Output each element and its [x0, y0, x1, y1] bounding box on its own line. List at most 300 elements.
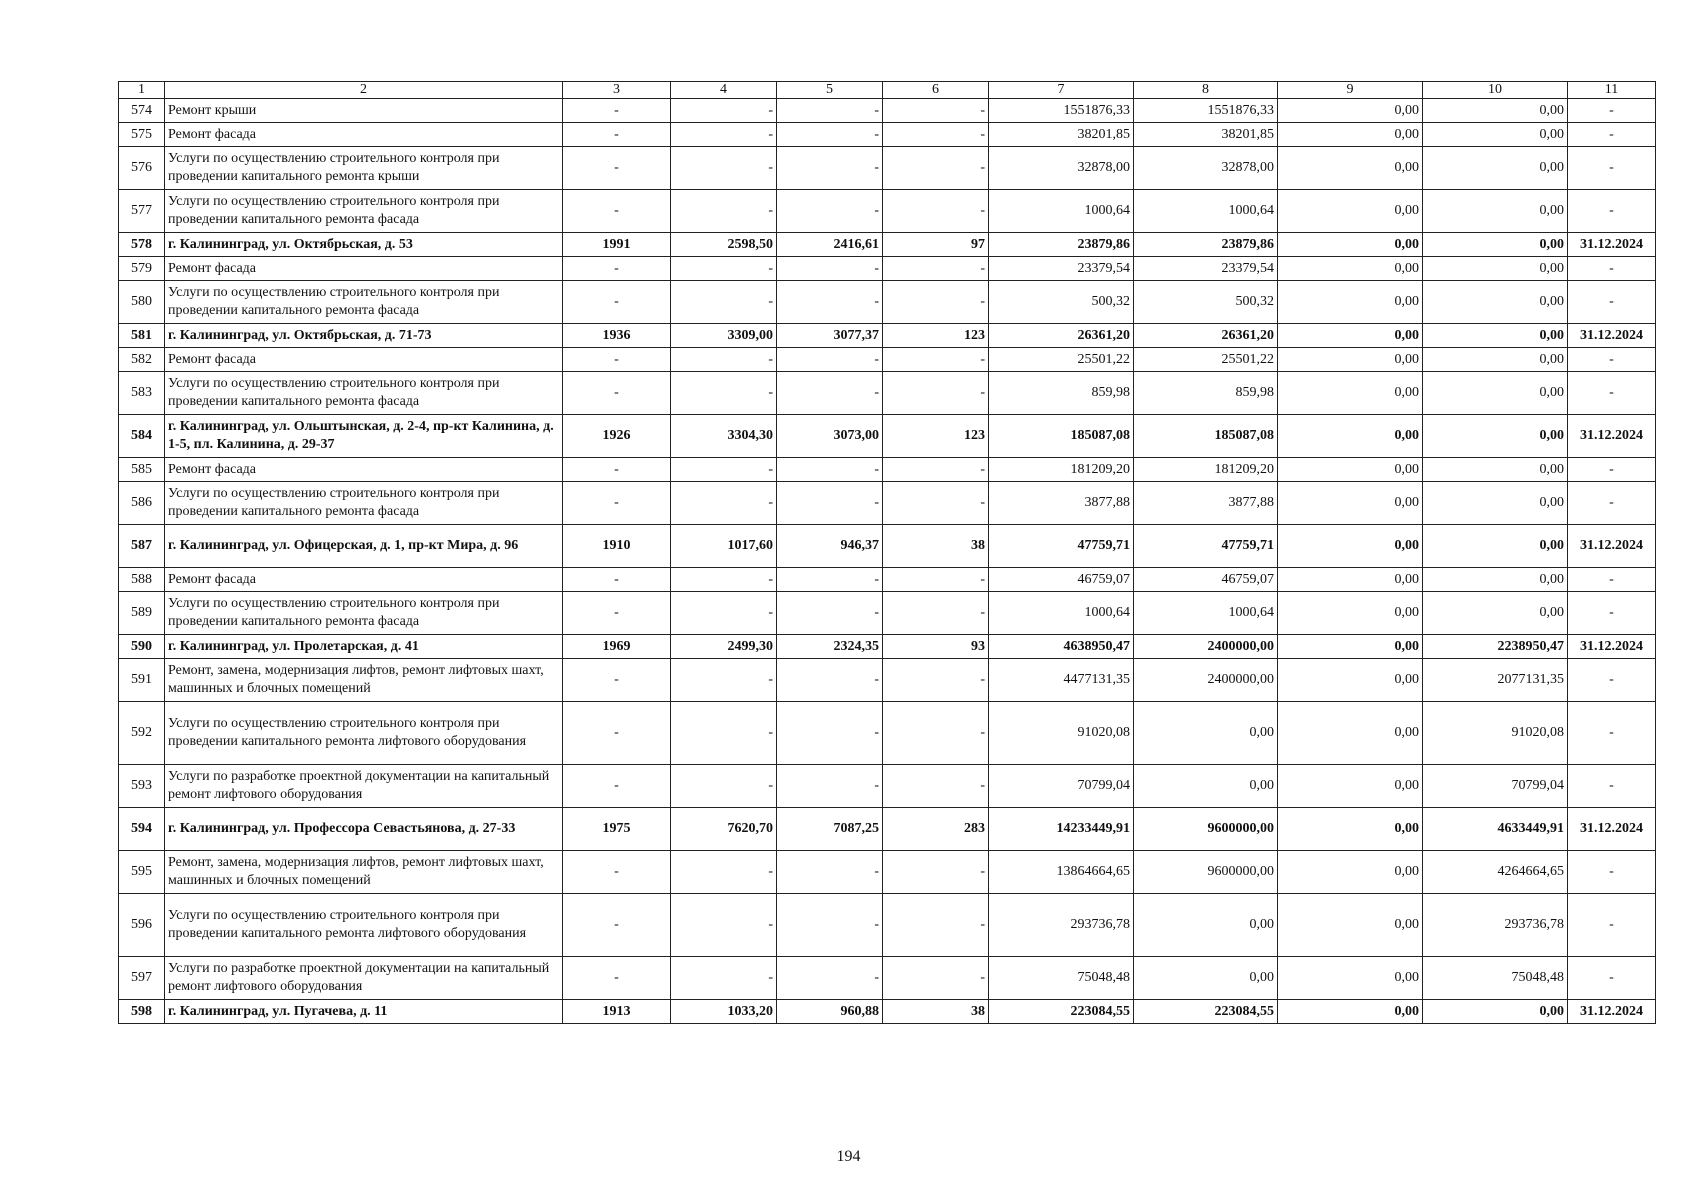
cell-residents: -	[883, 482, 989, 525]
cell-year: -	[563, 281, 671, 324]
cell-area-total: -	[671, 348, 777, 372]
cell-area-living: 3077,37	[777, 324, 883, 348]
column-header: 4	[671, 82, 777, 99]
cell-cost-col10: 0,00	[1423, 458, 1568, 482]
cell-deadline: -	[1568, 458, 1656, 482]
cell-deadline: -	[1568, 659, 1656, 702]
cell-area-living: -	[777, 458, 883, 482]
column-header: 11	[1568, 82, 1656, 99]
cell-residents: 93	[883, 635, 989, 659]
address-name: г. Калининград, ул. Октябрьская, д. 71-73	[165, 324, 563, 348]
cell-residents: -	[883, 765, 989, 808]
column-header: 3	[563, 82, 671, 99]
cell-area-total: -	[671, 659, 777, 702]
cell-cost-col9: 0,00	[1278, 568, 1423, 592]
row-number: 591	[119, 659, 165, 702]
cell-area-living: -	[777, 257, 883, 281]
row-number: 588	[119, 568, 165, 592]
cell-residents: 123	[883, 324, 989, 348]
cell-cost-total: 14233449,91	[989, 808, 1134, 851]
work-name: Услуги по осуществлению строительного контроля при проведении капитального ремонта фасада	[165, 372, 563, 415]
table-row	[119, 99, 1656, 123]
table-row	[119, 281, 1656, 324]
cell-deadline: -	[1568, 957, 1656, 1000]
cell-cost-col10: 0,00	[1423, 372, 1568, 415]
cell-deadline: -	[1568, 281, 1656, 324]
table-row	[119, 190, 1656, 233]
work-name: Ремонт фасада	[165, 123, 563, 147]
cell-cost-col9: 0,00	[1278, 372, 1423, 415]
cell-area-living: 946,37	[777, 525, 883, 568]
cell-residents: -	[883, 568, 989, 592]
cell-deadline: -	[1568, 592, 1656, 635]
cell-cost-col8: 46759,07	[1134, 568, 1278, 592]
table-row	[119, 257, 1656, 281]
cell-residents: 97	[883, 233, 989, 257]
cell-cost-total: 859,98	[989, 372, 1134, 415]
cell-cost-col8: 9600000,00	[1134, 851, 1278, 894]
cell-cost-col8: 1000,64	[1134, 190, 1278, 233]
cell-area-total: 1033,20	[671, 1000, 777, 1024]
address-name: г. Калининград, ул. Ольштынская, д. 2-4, пр-кт Калинина, д. 1-5, пл. Калинина, д. 29-37	[165, 415, 563, 458]
cell-area-living: 2416,61	[777, 233, 883, 257]
table-row	[119, 957, 1656, 1000]
cell-cost-col10: 0,00	[1423, 233, 1568, 257]
cell-area-living: -	[777, 592, 883, 635]
cell-residents: -	[883, 659, 989, 702]
column-header: 10	[1423, 82, 1568, 99]
cell-area-living: -	[777, 482, 883, 525]
address-name: г. Калининград, ул. Октябрьская, д. 53	[165, 233, 563, 257]
cell-area-total: 1017,60	[671, 525, 777, 568]
work-name: Ремонт фасада	[165, 348, 563, 372]
table-row	[119, 851, 1656, 894]
cell-year: -	[563, 592, 671, 635]
cell-cost-col10: 0,00	[1423, 1000, 1568, 1024]
cell-cost-col9: 0,00	[1278, 482, 1423, 525]
work-name: Ремонт фасада	[165, 568, 563, 592]
cell-cost-col8: 500,32	[1134, 281, 1278, 324]
document-sheet	[118, 81, 1655, 1024]
column-header: 8	[1134, 82, 1278, 99]
cell-area-total: -	[671, 765, 777, 808]
cell-area-total: 7620,70	[671, 808, 777, 851]
capital-repair-table	[118, 81, 1656, 1024]
cell-year: 1969	[563, 635, 671, 659]
cell-residents: -	[883, 458, 989, 482]
cell-cost-col9: 0,00	[1278, 190, 1423, 233]
cell-cost-col8: 0,00	[1134, 765, 1278, 808]
row-number: 575	[119, 123, 165, 147]
cell-cost-col8: 23379,54	[1134, 257, 1278, 281]
cell-cost-total: 13864664,65	[989, 851, 1134, 894]
cell-year: -	[563, 894, 671, 957]
cell-area-total: -	[671, 123, 777, 147]
cell-cost-col8: 38201,85	[1134, 123, 1278, 147]
cell-area-living: -	[777, 957, 883, 1000]
cell-area-living: -	[777, 765, 883, 808]
cell-cost-col8: 2400000,00	[1134, 659, 1278, 702]
cell-cost-total: 293736,78	[989, 894, 1134, 957]
work-name: Услуги по осуществлению строительного контроля при проведении капитального ремонта фасада	[165, 482, 563, 525]
cell-cost-col8: 25501,22	[1134, 348, 1278, 372]
cell-cost-total: 1551876,33	[989, 99, 1134, 123]
cell-cost-col10: 70799,04	[1423, 765, 1568, 808]
cell-area-living: -	[777, 894, 883, 957]
cell-year: 1913	[563, 1000, 671, 1024]
cell-cost-col10: 0,00	[1423, 568, 1568, 592]
table-row	[119, 482, 1656, 525]
cell-cost-col8: 2400000,00	[1134, 635, 1278, 659]
cell-deadline: -	[1568, 147, 1656, 190]
cell-cost-col9: 0,00	[1278, 415, 1423, 458]
cell-cost-col10: 0,00	[1423, 525, 1568, 568]
table-row-address	[119, 808, 1656, 851]
cell-area-total: 2499,30	[671, 635, 777, 659]
cell-deadline: 31.12.2024	[1568, 808, 1656, 851]
cell-deadline: -	[1568, 372, 1656, 415]
cell-cost-total: 181209,20	[989, 458, 1134, 482]
row-number: 579	[119, 257, 165, 281]
table-row	[119, 894, 1656, 957]
cell-residents: -	[883, 957, 989, 1000]
cell-cost-col9: 0,00	[1278, 765, 1423, 808]
cell-cost-col8: 0,00	[1134, 702, 1278, 765]
work-name: Услуги по осуществлению строительного контроля при проведении капитального ремонта крыши	[165, 147, 563, 190]
cell-cost-col8: 26361,20	[1134, 324, 1278, 348]
cell-cost-col9: 0,00	[1278, 894, 1423, 957]
cell-area-living: -	[777, 281, 883, 324]
row-number: 578	[119, 233, 165, 257]
row-number: 595	[119, 851, 165, 894]
cell-cost-col9: 0,00	[1278, 659, 1423, 702]
cell-residents: -	[883, 372, 989, 415]
cell-cost-col10: 0,00	[1423, 324, 1568, 348]
cell-area-living: 3073,00	[777, 415, 883, 458]
cell-residents: 38	[883, 525, 989, 568]
cell-year: -	[563, 957, 671, 1000]
cell-cost-col9: 0,00	[1278, 525, 1423, 568]
address-name: г. Калининград, ул. Офицерская, д. 1, пр-кт Мира, д. 96	[165, 525, 563, 568]
row-number: 576	[119, 147, 165, 190]
cell-area-living: -	[777, 348, 883, 372]
cell-area-total: -	[671, 568, 777, 592]
cell-area-living: -	[777, 99, 883, 123]
table-row	[119, 659, 1656, 702]
cell-year: -	[563, 348, 671, 372]
cell-area-total: -	[671, 372, 777, 415]
cell-cost-col8: 47759,71	[1134, 525, 1278, 568]
cell-residents: -	[883, 281, 989, 324]
cell-cost-col10: 0,00	[1423, 415, 1568, 458]
cell-cost-col8: 1000,64	[1134, 592, 1278, 635]
cell-area-living: -	[777, 568, 883, 592]
cell-cost-col8: 185087,08	[1134, 415, 1278, 458]
cell-deadline: 31.12.2024	[1568, 324, 1656, 348]
cell-deadline: -	[1568, 568, 1656, 592]
cell-year: -	[563, 458, 671, 482]
cell-area-total: 3309,00	[671, 324, 777, 348]
work-name: Ремонт, замена, модернизация лифтов, ремонт лифтовых шахт, машинных и блочных помещений	[165, 659, 563, 702]
cell-residents: -	[883, 147, 989, 190]
cell-cost-col10: 0,00	[1423, 482, 1568, 525]
cell-cost-col10: 293736,78	[1423, 894, 1568, 957]
work-name: Услуги по разработке проектной документации на капитальный ремонт лифтового оборудования	[165, 957, 563, 1000]
cell-deadline: 31.12.2024	[1568, 233, 1656, 257]
row-number: 597	[119, 957, 165, 1000]
cell-deadline: 31.12.2024	[1568, 415, 1656, 458]
cell-cost-col9: 0,00	[1278, 702, 1423, 765]
table-row	[119, 765, 1656, 808]
cell-residents: -	[883, 99, 989, 123]
cell-cost-col9: 0,00	[1278, 123, 1423, 147]
cell-deadline: -	[1568, 765, 1656, 808]
cell-cost-col8: 23879,86	[1134, 233, 1278, 257]
cell-year: 1975	[563, 808, 671, 851]
row-number: 592	[119, 702, 165, 765]
cell-year: -	[563, 123, 671, 147]
cell-year: -	[563, 99, 671, 123]
cell-cost-total: 500,32	[989, 281, 1134, 324]
cell-residents: -	[883, 348, 989, 372]
cell-year: 1936	[563, 324, 671, 348]
cell-cost-col9: 0,00	[1278, 458, 1423, 482]
work-name: Ремонт фасада	[165, 257, 563, 281]
cell-year: -	[563, 568, 671, 592]
column-header: 1	[119, 82, 165, 99]
table-row-address	[119, 635, 1656, 659]
cell-cost-col9: 0,00	[1278, 257, 1423, 281]
cell-residents: -	[883, 123, 989, 147]
cell-residents: -	[883, 592, 989, 635]
cell-area-total: -	[671, 592, 777, 635]
cell-cost-col9: 0,00	[1278, 851, 1423, 894]
cell-cost-total: 75048,48	[989, 957, 1134, 1000]
cell-deadline: -	[1568, 482, 1656, 525]
work-name: Услуги по разработке проектной документации на капитальный ремонт лифтового оборудования	[165, 765, 563, 808]
table-row-address	[119, 525, 1656, 568]
address-name: г. Калининград, ул. Пролетарская, д. 41	[165, 635, 563, 659]
cell-area-living: 960,88	[777, 1000, 883, 1024]
cell-area-living: -	[777, 851, 883, 894]
cell-area-total: 2598,50	[671, 233, 777, 257]
cell-cost-total: 23379,54	[989, 257, 1134, 281]
row-number: 590	[119, 635, 165, 659]
cell-cost-col9: 0,00	[1278, 592, 1423, 635]
cell-area-total: -	[671, 190, 777, 233]
cell-cost-col8: 9600000,00	[1134, 808, 1278, 851]
table-row-address	[119, 233, 1656, 257]
cell-cost-col9: 0,00	[1278, 233, 1423, 257]
cell-area-total: -	[671, 281, 777, 324]
row-number: 586	[119, 482, 165, 525]
cell-area-living: -	[777, 372, 883, 415]
row-number: 584	[119, 415, 165, 458]
cell-area-total: -	[671, 894, 777, 957]
table-row-address	[119, 1000, 1656, 1024]
cell-cost-col8: 0,00	[1134, 957, 1278, 1000]
cell-cost-col10: 91020,08	[1423, 702, 1568, 765]
cell-year: -	[563, 147, 671, 190]
cell-cost-col10: 0,00	[1423, 257, 1568, 281]
cell-cost-col10: 0,00	[1423, 99, 1568, 123]
cell-deadline: -	[1568, 894, 1656, 957]
cell-area-total: -	[671, 147, 777, 190]
cell-area-total: -	[671, 99, 777, 123]
cell-cost-total: 25501,22	[989, 348, 1134, 372]
cell-cost-total: 38201,85	[989, 123, 1134, 147]
cell-residents: 38	[883, 1000, 989, 1024]
cell-cost-col10: 4264664,65	[1423, 851, 1568, 894]
cell-cost-total: 185087,08	[989, 415, 1134, 458]
cell-area-living: -	[777, 702, 883, 765]
cell-cost-col9: 0,00	[1278, 348, 1423, 372]
cell-cost-col9: 0,00	[1278, 1000, 1423, 1024]
cell-cost-total: 1000,64	[989, 592, 1134, 635]
cell-area-total: -	[671, 257, 777, 281]
cell-deadline: -	[1568, 257, 1656, 281]
column-header: 5	[777, 82, 883, 99]
cell-year: -	[563, 257, 671, 281]
cell-area-living: -	[777, 190, 883, 233]
page-number: 194	[836, 1148, 861, 1165]
cell-cost-col8: 859,98	[1134, 372, 1278, 415]
cell-cost-total: 4477131,35	[989, 659, 1134, 702]
cell-cost-col9: 0,00	[1278, 808, 1423, 851]
cell-deadline: -	[1568, 348, 1656, 372]
work-name: Услуги по осуществлению строительного контроля при проведении капитального ремонта фасада	[165, 281, 563, 324]
cell-area-total: -	[671, 702, 777, 765]
cell-year: 1926	[563, 415, 671, 458]
work-name: Услуги по осуществлению строительного контроля при проведении капитального ремонта лифтового оборудования	[165, 894, 563, 957]
cell-area-living: -	[777, 123, 883, 147]
cell-cost-total: 47759,71	[989, 525, 1134, 568]
work-name: Ремонт крыши	[165, 99, 563, 123]
cell-year: -	[563, 659, 671, 702]
cell-area-total: -	[671, 851, 777, 894]
table-row	[119, 568, 1656, 592]
cell-cost-col10: 2077131,35	[1423, 659, 1568, 702]
cell-cost-col8: 223084,55	[1134, 1000, 1278, 1024]
work-name: Услуги по осуществлению строительного контроля при проведении капитального ремонта фасада	[165, 190, 563, 233]
cell-cost-col9: 0,00	[1278, 281, 1423, 324]
table-row	[119, 592, 1656, 635]
cell-deadline: -	[1568, 851, 1656, 894]
cell-cost-col10: 4633449,91	[1423, 808, 1568, 851]
row-number: 580	[119, 281, 165, 324]
column-header: 2	[165, 82, 563, 99]
cell-deadline: -	[1568, 702, 1656, 765]
cell-cost-total: 4638950,47	[989, 635, 1134, 659]
address-name: г. Калининград, ул. Пугачева, д. 11	[165, 1000, 563, 1024]
row-number: 582	[119, 348, 165, 372]
row-number: 589	[119, 592, 165, 635]
cell-cost-col10: 75048,48	[1423, 957, 1568, 1000]
cell-residents: 123	[883, 415, 989, 458]
cell-year: 1910	[563, 525, 671, 568]
cell-year: -	[563, 482, 671, 525]
cell-cost-col9: 0,00	[1278, 324, 1423, 348]
cell-deadline: 31.12.2024	[1568, 525, 1656, 568]
cell-cost-total: 3877,88	[989, 482, 1134, 525]
cell-cost-col10: 0,00	[1423, 147, 1568, 190]
cell-year: -	[563, 702, 671, 765]
cell-area-living: 7087,25	[777, 808, 883, 851]
cell-cost-col8: 3877,88	[1134, 482, 1278, 525]
cell-area-total: -	[671, 458, 777, 482]
cell-residents: -	[883, 702, 989, 765]
cell-cost-col10: 0,00	[1423, 190, 1568, 233]
cell-cost-col8: 0,00	[1134, 894, 1278, 957]
cell-cost-col8: 181209,20	[1134, 458, 1278, 482]
cell-deadline: 31.12.2024	[1568, 635, 1656, 659]
cell-area-living: -	[777, 147, 883, 190]
cell-cost-col10: 0,00	[1423, 592, 1568, 635]
cell-cost-col9: 0,00	[1278, 635, 1423, 659]
work-name: Услуги по осуществлению строительного контроля при проведении капитального ремонта лифтового оборудования	[165, 702, 563, 765]
cell-deadline: -	[1568, 99, 1656, 123]
row-number: 581	[119, 324, 165, 348]
cell-cost-total: 223084,55	[989, 1000, 1134, 1024]
cell-cost-col9: 0,00	[1278, 99, 1423, 123]
cell-cost-total: 23879,86	[989, 233, 1134, 257]
row-number: 587	[119, 525, 165, 568]
cell-cost-total: 91020,08	[989, 702, 1134, 765]
cell-cost-col10: 2238950,47	[1423, 635, 1568, 659]
table-row	[119, 147, 1656, 190]
work-name: Ремонт фасада	[165, 458, 563, 482]
cell-residents: -	[883, 851, 989, 894]
row-number: 577	[119, 190, 165, 233]
column-number-row	[119, 82, 1656, 99]
column-header: 9	[1278, 82, 1423, 99]
cell-area-total: 3304,30	[671, 415, 777, 458]
cell-cost-col10: 0,00	[1423, 281, 1568, 324]
cell-deadline: 31.12.2024	[1568, 1000, 1656, 1024]
cell-area-total: -	[671, 957, 777, 1000]
row-number: 593	[119, 765, 165, 808]
cell-area-living: -	[777, 659, 883, 702]
cell-area-total: -	[671, 482, 777, 525]
cell-year: -	[563, 765, 671, 808]
cell-cost-col8: 1551876,33	[1134, 99, 1278, 123]
cell-cost-col10: 0,00	[1423, 348, 1568, 372]
cell-cost-col9: 0,00	[1278, 147, 1423, 190]
row-number: 598	[119, 1000, 165, 1024]
cell-residents: -	[883, 894, 989, 957]
cell-residents: -	[883, 190, 989, 233]
column-header: 6	[883, 82, 989, 99]
cell-cost-total: 32878,00	[989, 147, 1134, 190]
table-row	[119, 458, 1656, 482]
table-row-address	[119, 415, 1656, 458]
cell-cost-total: 46759,07	[989, 568, 1134, 592]
row-number: 583	[119, 372, 165, 415]
cell-cost-total: 70799,04	[989, 765, 1134, 808]
cell-year: -	[563, 190, 671, 233]
table-row	[119, 348, 1656, 372]
row-number: 594	[119, 808, 165, 851]
cell-cost-col10: 0,00	[1423, 123, 1568, 147]
table-row-address	[119, 324, 1656, 348]
cell-deadline: -	[1568, 123, 1656, 147]
row-number: 585	[119, 458, 165, 482]
cell-cost-total: 1000,64	[989, 190, 1134, 233]
cell-cost-col8: 32878,00	[1134, 147, 1278, 190]
cell-year: -	[563, 372, 671, 415]
cell-cost-col9: 0,00	[1278, 957, 1423, 1000]
row-number: 596	[119, 894, 165, 957]
